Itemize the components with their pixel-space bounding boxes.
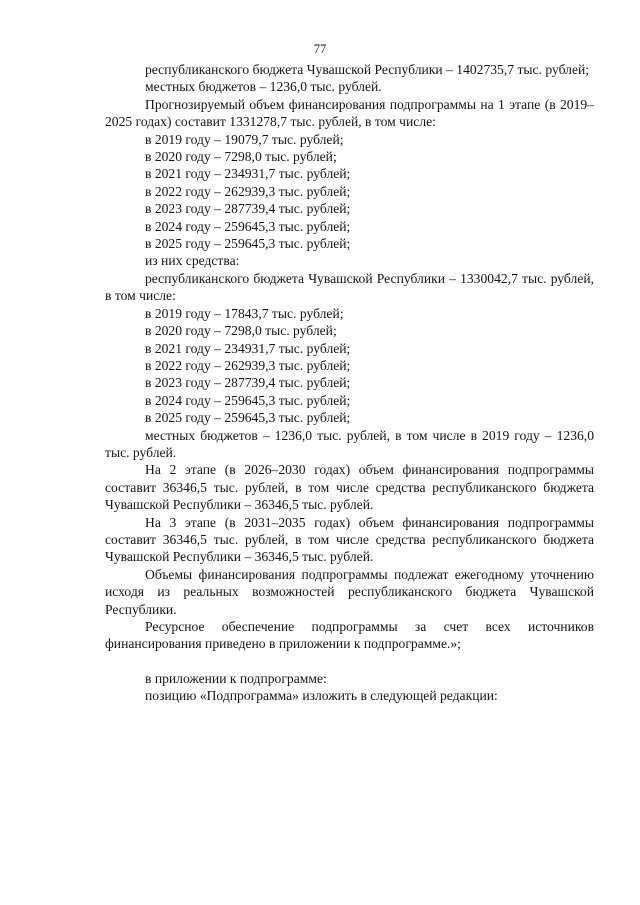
list-item: в 2024 году – 259645,3 тыс. рублей;	[145, 392, 351, 408]
list-item: в 2019 году – 17843,7 тыс. рублей;	[145, 305, 344, 321]
paragraph: Ресурсное обеспечение подпрограммы за счет всех источников финансирования приведено в приложении к подпрограмме.»;	[105, 619, 594, 652]
paragraph: На 3 этапе (в 2031–2035 годах) объем финансирования подпрограммы составит 36346,5 тыс. рублей, в том числе средства республиканского бюджета Чувашской Республики – 36346,5 тыс. рублей.	[105, 514, 594, 565]
paragraph: местных бюджетов – 1236,0 тыс. рублей.	[145, 79, 382, 95]
paragraph: республиканского бюджета Чувашской Республики – 1330042,7 тыс. рублей, в том числе:	[105, 270, 594, 304]
paragraph: Прогнозируемый объем финансирования подпрограммы на 1 этапе (в 2019–2025 годах) составит 1331278,7 тыс. рублей, в том числе:	[105, 96, 594, 130]
list-item: в 2024 году – 259645,3 тыс. рублей;	[145, 218, 351, 234]
list-item: в 2023 году – 287739,4 тыс. рублей;	[145, 201, 351, 217]
list-item: в 2025 году – 259645,3 тыс. рублей;	[145, 410, 351, 426]
list-item: в 2022 году – 262939,3 тыс. рублей;	[145, 357, 351, 373]
paragraph: республиканского бюджета Чувашской Республики – 1402735,7 тыс. рублей;	[145, 62, 590, 77]
list-item: в 2025 году – 259645,3 тыс. рублей;	[145, 236, 351, 252]
page-number: 77	[313, 42, 327, 56]
list-item: в 2023 году – 287739,4 тыс. рублей;	[145, 375, 351, 391]
paragraph: Объемы финансирования подпрограммы подлежат ежегодному уточнению исходя из реальных возможностей республиканского бюджета Чувашской Республики.	[105, 566, 594, 617]
list-item: в 2019 году – 19079,7 тыс. рублей;	[145, 131, 344, 147]
document-body	[105, 61, 594, 705]
list-item: в 2021 году – 234931,7 тыс. рублей;	[145, 340, 351, 356]
list-item: в 2020 году – 7298,0 тыс. рублей;	[145, 323, 337, 339]
list-item: в 2021 году – 234931,7 тыс. рублей;	[145, 166, 351, 182]
paragraph: местных бюджетов – 1236,0 тыс. рублей, в том числе в 2019 году – 1236,0 тыс. рублей.	[105, 427, 594, 460]
list-item: в 2022 году – 262939,3 тыс. рублей;	[145, 183, 351, 199]
paragraph: позицию «Подпрограмма» изложить в следующей редакции:	[145, 688, 498, 704]
paragraph: из них средства:	[145, 253, 240, 269]
paragraph: в приложении к подпрограмме:	[145, 670, 327, 686]
list-item: в 2020 году – 7298,0 тыс. рублей;	[145, 149, 337, 165]
paragraph: На 2 этапе (в 2026–2030 годах) объем финансирования подпрограммы составит 36346,5 тыс. рублей, в том числе средства республиканского бюджета Чувашской Республики – 36346,5 тыс. рублей.	[105, 462, 594, 513]
